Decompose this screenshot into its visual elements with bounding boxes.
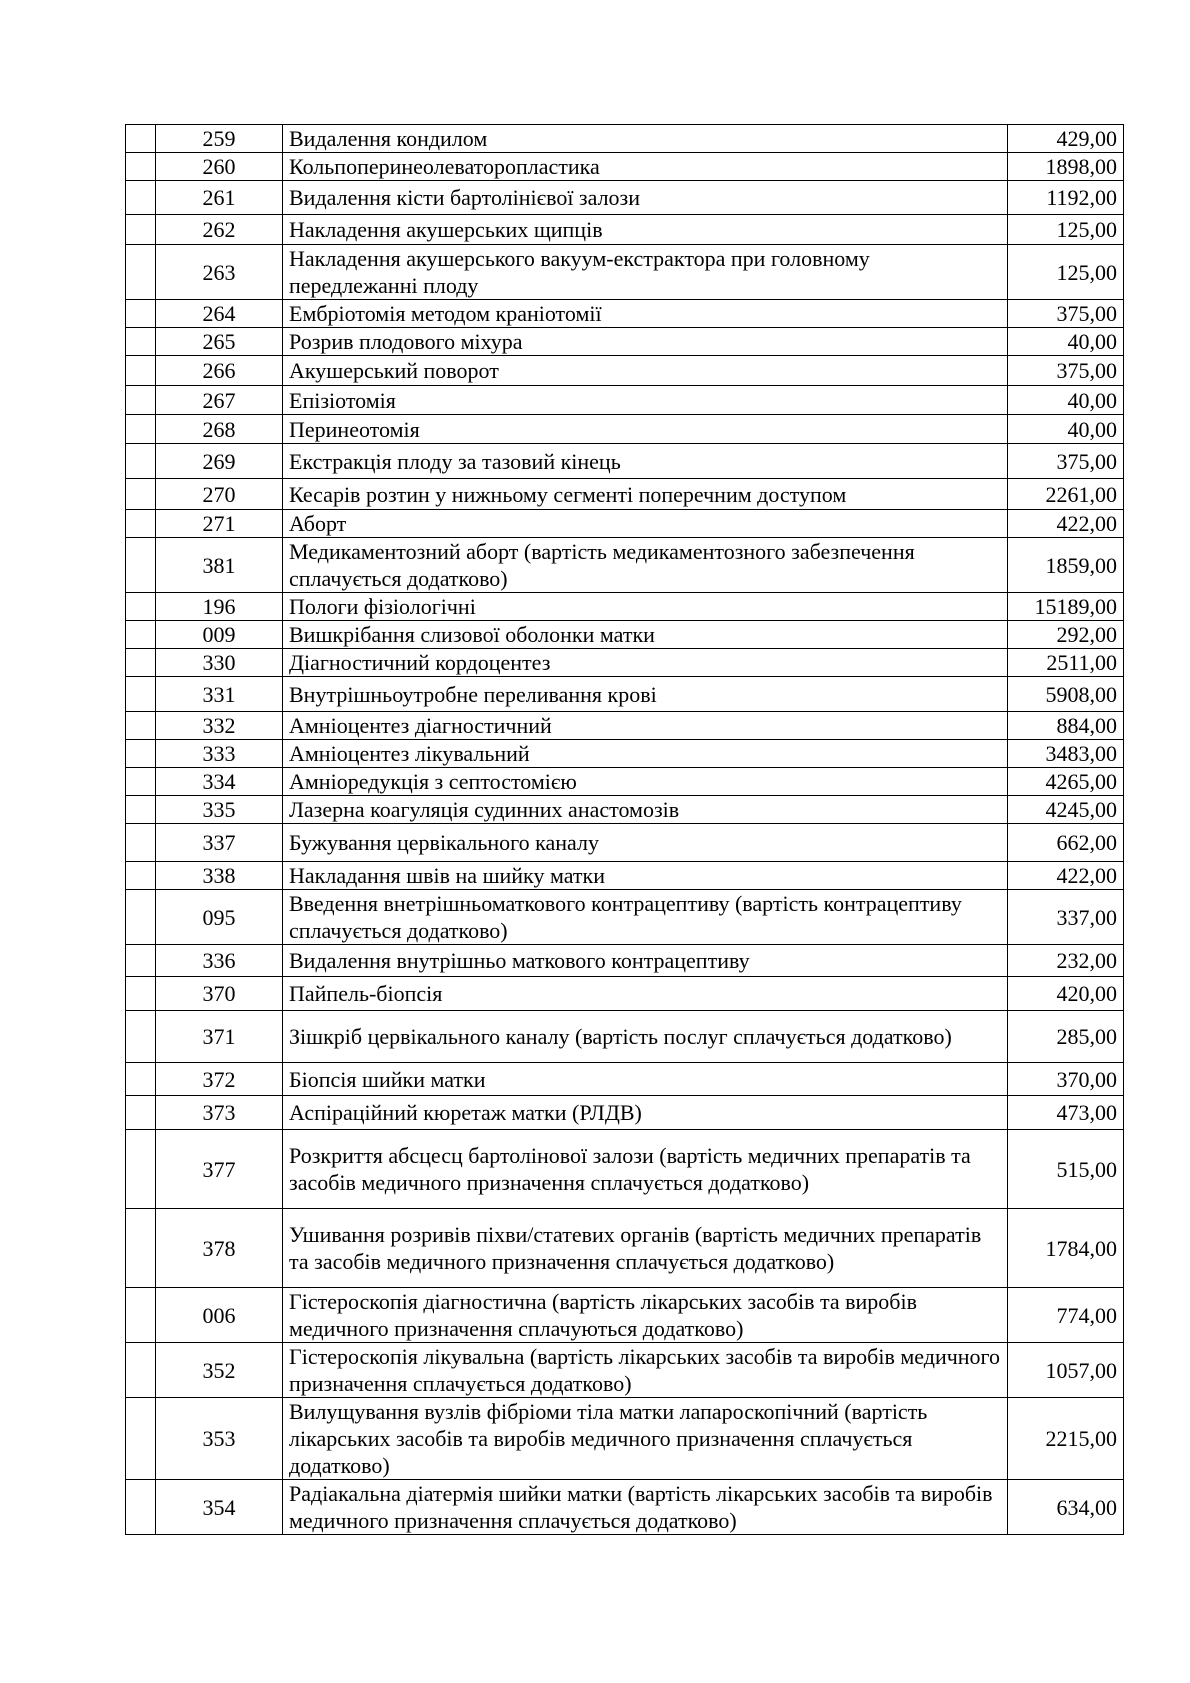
row-blank-cell bbox=[126, 153, 156, 181]
row-blank-cell bbox=[126, 510, 156, 538]
table-row bbox=[126, 538, 1124, 593]
row-blank-cell bbox=[126, 824, 156, 862]
service-code-cell: 378 bbox=[156, 1209, 283, 1288]
table-row bbox=[126, 890, 1124, 945]
service-name-cell: Радіакальна діатермія шийки матки (вартість лікарських засобів та виробів медичного призначення сплачується додатково) bbox=[283, 1480, 1008, 1535]
row-blank-cell bbox=[126, 386, 156, 415]
service-code-cell: 372 bbox=[156, 1063, 283, 1096]
row-blank-cell bbox=[126, 796, 156, 824]
service-price-cell: 15189,00 bbox=[1008, 593, 1124, 621]
table-row bbox=[126, 1288, 1124, 1343]
row-blank-cell bbox=[126, 1288, 156, 1343]
table-row bbox=[126, 1343, 1124, 1398]
service-price-cell: 429,00 bbox=[1008, 125, 1124, 153]
service-name-cell: Накладення акушерських щипців bbox=[283, 215, 1008, 245]
table-row bbox=[126, 1398, 1124, 1480]
row-blank-cell bbox=[126, 479, 156, 510]
row-blank-cell bbox=[126, 444, 156, 479]
service-price-cell: 4245,00 bbox=[1008, 796, 1124, 824]
service-price-cell: 634,00 bbox=[1008, 1480, 1124, 1535]
service-name-cell: Екстракція плоду за тазовий кінець bbox=[283, 444, 1008, 479]
row-blank-cell bbox=[126, 1480, 156, 1535]
row-blank-cell bbox=[126, 740, 156, 768]
service-name-cell: Амніоцентез діагностичний bbox=[283, 712, 1008, 740]
service-name-cell: Аспіраційний кюретаж матки (РЛДВ) bbox=[283, 1096, 1008, 1130]
table-row bbox=[126, 1130, 1124, 1209]
row-blank-cell bbox=[126, 593, 156, 621]
service-price-cell: 375,00 bbox=[1008, 356, 1124, 386]
service-price-cell: 5908,00 bbox=[1008, 677, 1124, 712]
service-name-cell: Амніоцентез лікувальний bbox=[283, 740, 1008, 768]
service-code-cell: 271 bbox=[156, 510, 283, 538]
row-blank-cell bbox=[126, 862, 156, 890]
service-name-cell: Медикаментозний аборт (вартість медикаментозного забезпечення сплачується додатково) bbox=[283, 538, 1008, 593]
service-name-cell: Вишкрібання слизової оболонки матки bbox=[283, 621, 1008, 649]
row-blank-cell bbox=[126, 356, 156, 386]
service-price-cell: 292,00 bbox=[1008, 621, 1124, 649]
service-price-cell: 1057,00 bbox=[1008, 1343, 1124, 1398]
row-blank-cell bbox=[126, 1398, 156, 1480]
service-name-cell: Ембріотомія методом краніотомії bbox=[283, 300, 1008, 328]
service-name-cell: Ушивання розривів піхви/статевих органів (вартість медичних препаратів та засобів медичного призначення сплачується додатково) bbox=[283, 1209, 1008, 1288]
table-row bbox=[126, 125, 1124, 153]
service-price-cell: 3483,00 bbox=[1008, 740, 1124, 768]
service-price-cell: 422,00 bbox=[1008, 510, 1124, 538]
service-price-cell: 370,00 bbox=[1008, 1063, 1124, 1096]
row-blank-cell bbox=[126, 1130, 156, 1209]
service-price-cell: 774,00 bbox=[1008, 1288, 1124, 1343]
service-name-cell: Видалення кісти бартолінієвої залози bbox=[283, 181, 1008, 215]
service-code-cell: 095 bbox=[156, 890, 283, 945]
table-row bbox=[126, 945, 1124, 977]
service-code-cell: 377 bbox=[156, 1130, 283, 1209]
row-blank-cell bbox=[126, 1209, 156, 1288]
table-row bbox=[126, 356, 1124, 386]
table-row bbox=[126, 215, 1124, 245]
table-row bbox=[126, 181, 1124, 215]
service-price-cell: 125,00 bbox=[1008, 245, 1124, 300]
service-name-cell: Видалення внутрішньо маткового контрацептиву bbox=[283, 945, 1008, 977]
table-row bbox=[126, 1480, 1124, 1535]
table-row bbox=[126, 328, 1124, 356]
service-price-cell: 40,00 bbox=[1008, 328, 1124, 356]
service-name-cell: Внутрішньоутробне переливання крові bbox=[283, 677, 1008, 712]
service-name-cell: Видалення кондилом bbox=[283, 125, 1008, 153]
service-price-cell: 1898,00 bbox=[1008, 153, 1124, 181]
service-name-cell: Діагностичний кордоцентез bbox=[283, 649, 1008, 677]
service-code-cell: 262 bbox=[156, 215, 283, 245]
row-blank-cell bbox=[126, 125, 156, 153]
service-code-cell: 373 bbox=[156, 1096, 283, 1130]
table-row bbox=[126, 649, 1124, 677]
table-row bbox=[126, 245, 1124, 300]
table-row bbox=[126, 824, 1124, 862]
row-blank-cell bbox=[126, 768, 156, 796]
row-blank-cell bbox=[126, 1096, 156, 1130]
service-price-cell: 232,00 bbox=[1008, 945, 1124, 977]
service-name-cell: Зішкріб цервікального каналу (вартість послуг сплачується додатково) bbox=[283, 1011, 1008, 1063]
row-blank-cell bbox=[126, 621, 156, 649]
service-name-cell: Гістероскопія лікувальна (вартість лікарських засобів та виробів медичного призначення сплачується додатково) bbox=[283, 1343, 1008, 1398]
service-code-cell: 196 bbox=[156, 593, 283, 621]
service-name-cell: Аборт bbox=[283, 510, 1008, 538]
service-name-cell: Акушерський поворот bbox=[283, 356, 1008, 386]
service-price-cell: 2511,00 bbox=[1008, 649, 1124, 677]
service-code-cell: 381 bbox=[156, 538, 283, 593]
service-price-cell: 40,00 bbox=[1008, 415, 1124, 444]
service-name-cell: Введення внетрішньоматкового контрацептиву (вартість контрацептиву сплачується додатково) bbox=[283, 890, 1008, 945]
service-price-cell: 285,00 bbox=[1008, 1011, 1124, 1063]
service-code-cell: 334 bbox=[156, 768, 283, 796]
service-code-cell: 336 bbox=[156, 945, 283, 977]
service-code-cell: 259 bbox=[156, 125, 283, 153]
table-row bbox=[126, 712, 1124, 740]
row-blank-cell bbox=[126, 945, 156, 977]
row-blank-cell bbox=[126, 300, 156, 328]
service-price-cell: 375,00 bbox=[1008, 300, 1124, 328]
table-row bbox=[126, 415, 1124, 444]
table-row bbox=[126, 300, 1124, 328]
row-blank-cell bbox=[126, 677, 156, 712]
table-row bbox=[126, 386, 1124, 415]
row-blank-cell bbox=[126, 245, 156, 300]
table-row bbox=[126, 479, 1124, 510]
service-code-cell: 260 bbox=[156, 153, 283, 181]
service-code-cell: 269 bbox=[156, 444, 283, 479]
service-price-cell: 473,00 bbox=[1008, 1096, 1124, 1130]
table-row bbox=[126, 768, 1124, 796]
table-row bbox=[126, 510, 1124, 538]
row-blank-cell bbox=[126, 215, 156, 245]
row-blank-cell bbox=[126, 649, 156, 677]
service-price-cell: 420,00 bbox=[1008, 977, 1124, 1011]
row-blank-cell bbox=[126, 328, 156, 356]
table-row bbox=[126, 153, 1124, 181]
table-row bbox=[126, 677, 1124, 712]
service-price-cell: 422,00 bbox=[1008, 862, 1124, 890]
service-code-cell: 352 bbox=[156, 1343, 283, 1398]
service-name-cell: Пайпель-біопсія bbox=[283, 977, 1008, 1011]
table-row bbox=[126, 977, 1124, 1011]
row-blank-cell bbox=[126, 890, 156, 945]
service-name-cell: Амніоредукція з септостомією bbox=[283, 768, 1008, 796]
price-table-body bbox=[126, 125, 1124, 1535]
service-price-cell: 515,00 bbox=[1008, 1130, 1124, 1209]
service-price-cell: 2261,00 bbox=[1008, 479, 1124, 510]
service-name-cell: Вилущування вузлів фібріоми тіла матки лапароскопічний (вартість лікарських засобів та виробів медичного призначення сплачується додатково) bbox=[283, 1398, 1008, 1480]
row-blank-cell bbox=[126, 181, 156, 215]
service-name-cell: Лазерна коагуляція судинних анастомозів bbox=[283, 796, 1008, 824]
service-code-cell: 330 bbox=[156, 649, 283, 677]
service-code-cell: 263 bbox=[156, 245, 283, 300]
table-row bbox=[126, 621, 1124, 649]
table-row bbox=[126, 1063, 1124, 1096]
row-blank-cell bbox=[126, 415, 156, 444]
table-row bbox=[126, 593, 1124, 621]
table-row bbox=[126, 862, 1124, 890]
service-code-cell: 264 bbox=[156, 300, 283, 328]
service-price-cell: 40,00 bbox=[1008, 386, 1124, 415]
service-name-cell: Кесарів розтин у нижньому сегменті поперечним доступом bbox=[283, 479, 1008, 510]
row-blank-cell bbox=[126, 1011, 156, 1063]
service-price-cell: 1784,00 bbox=[1008, 1209, 1124, 1288]
service-name-cell: Гістероскопія діагностична (вартість лікарських засобів та виробів медичного призначення сплачуються додатково) bbox=[283, 1288, 1008, 1343]
service-price-cell: 2215,00 bbox=[1008, 1398, 1124, 1480]
service-name-cell: Накладення акушерського вакуум-екстрактора при головному передлежанні плоду bbox=[283, 245, 1008, 300]
row-blank-cell bbox=[126, 712, 156, 740]
service-name-cell: Накладання швів на шийку матки bbox=[283, 862, 1008, 890]
row-blank-cell bbox=[126, 1343, 156, 1398]
table-row bbox=[126, 1209, 1124, 1288]
service-price-cell: 337,00 bbox=[1008, 890, 1124, 945]
service-code-cell: 270 bbox=[156, 479, 283, 510]
row-blank-cell bbox=[126, 1063, 156, 1096]
service-code-cell: 267 bbox=[156, 386, 283, 415]
table-row bbox=[126, 1096, 1124, 1130]
row-blank-cell bbox=[126, 538, 156, 593]
service-code-cell: 338 bbox=[156, 862, 283, 890]
service-name-cell: Бужування цервікального каналу bbox=[283, 824, 1008, 862]
service-name-cell: Пологи фізіологічні bbox=[283, 593, 1008, 621]
table-row bbox=[126, 1011, 1124, 1063]
service-price-cell: 125,00 bbox=[1008, 215, 1124, 245]
service-code-cell: 371 bbox=[156, 1011, 283, 1063]
service-price-cell: 662,00 bbox=[1008, 824, 1124, 862]
service-code-cell: 331 bbox=[156, 677, 283, 712]
service-price-cell: 375,00 bbox=[1008, 444, 1124, 479]
service-price-cell: 4265,00 bbox=[1008, 768, 1124, 796]
service-name-cell: Епізіотомія bbox=[283, 386, 1008, 415]
service-code-cell: 353 bbox=[156, 1398, 283, 1480]
table-row bbox=[126, 444, 1124, 479]
service-name-cell: Перинеотомія bbox=[283, 415, 1008, 444]
service-name-cell: Розкриття абсцесц бартолінової залози (вартість медичних препаратів та засобів медичного призначення сплачується додатково) bbox=[283, 1130, 1008, 1209]
service-name-cell: Кольпоперинеолеваторопластика bbox=[283, 153, 1008, 181]
service-code-cell: 370 bbox=[156, 977, 283, 1011]
service-code-cell: 266 bbox=[156, 356, 283, 386]
service-code-cell: 261 bbox=[156, 181, 283, 215]
service-code-cell: 335 bbox=[156, 796, 283, 824]
row-blank-cell bbox=[126, 977, 156, 1011]
service-price-cell: 1859,00 bbox=[1008, 538, 1124, 593]
service-code-cell: 268 bbox=[156, 415, 283, 444]
service-code-cell: 009 bbox=[156, 621, 283, 649]
service-price-cell: 884,00 bbox=[1008, 712, 1124, 740]
service-code-cell: 333 bbox=[156, 740, 283, 768]
table-row bbox=[126, 740, 1124, 768]
service-code-cell: 265 bbox=[156, 328, 283, 356]
price-table bbox=[125, 124, 1124, 1535]
service-code-cell: 006 bbox=[156, 1288, 283, 1343]
service-name-cell: Біопсія шийки матки bbox=[283, 1063, 1008, 1096]
service-code-cell: 337 bbox=[156, 824, 283, 862]
service-name-cell: Розрив плодового міхура bbox=[283, 328, 1008, 356]
table-row bbox=[126, 796, 1124, 824]
service-price-cell: 1192,00 bbox=[1008, 181, 1124, 215]
service-code-cell: 354 bbox=[156, 1480, 283, 1535]
service-code-cell: 332 bbox=[156, 712, 283, 740]
